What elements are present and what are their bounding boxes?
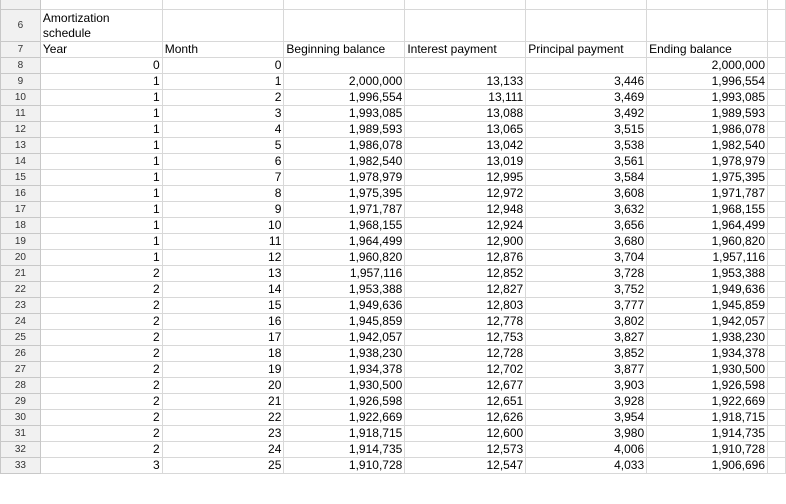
row-header[interactable]: 30 [1,410,41,426]
principal-payment-cell[interactable]: 3,827 [526,330,647,346]
table-row [1,0,786,10]
month-cell[interactable]: 0 [162,58,284,74]
empty-cell[interactable] [768,58,786,74]
year-cell[interactable]: 2 [40,282,162,298]
year-cell[interactable]: 2 [40,330,162,346]
year-cell[interactable]: 2 [40,394,162,410]
ending-balance-cell[interactable]: 1,968,155 [647,202,768,218]
year-cell[interactable]: 1 [40,74,162,90]
interest-payment-cell[interactable]: 12,876 [405,250,526,266]
table-row [1,234,786,250]
beginning-balance-cell[interactable]: 1,945,859 [284,314,405,330]
ending-balance-cell[interactable]: 1,922,669 [647,394,768,410]
table-row [1,106,786,122]
empty-cell[interactable] [768,74,786,90]
interest-payment-cell[interactable]: 12,900 [405,234,526,250]
beginning-balance-cell[interactable]: 1,982,540 [284,154,405,170]
ending-balance-cell[interactable]: 2,000,000 [647,58,768,74]
table-row [1,58,786,74]
month-cell[interactable]: 4 [162,122,284,138]
month-cell[interactable]: 20 [162,378,284,394]
interest-payment-cell[interactable]: 12,972 [405,186,526,202]
table-row [1,170,786,186]
beginning-balance-cell[interactable]: 1,922,669 [284,410,405,426]
principal-payment-cell[interactable]: 3,608 [526,186,647,202]
row-header[interactable]: 33 [1,458,41,474]
empty-cell[interactable] [768,234,786,250]
interest-payment-cell[interactable]: 12,702 [405,362,526,378]
year-cell[interactable]: 2 [40,346,162,362]
interest-payment-cell[interactable]: 12,728 [405,346,526,362]
empty-cell[interactable] [768,266,786,282]
table-row [1,218,786,234]
month-cell[interactable]: 24 [162,442,284,458]
header-principal-payment[interactable]: Principal payment [526,42,647,58]
table-row [1,394,786,410]
table-row [1,362,786,378]
principal-payment-cell[interactable] [526,58,647,74]
principal-payment-cell[interactable]: 3,877 [526,362,647,378]
table-row [1,330,786,346]
ending-balance-cell[interactable]: 1,914,735 [647,426,768,442]
beginning-balance-cell[interactable]: 1,926,598 [284,394,405,410]
principal-payment-cell[interactable]: 3,728 [526,266,647,282]
row-header[interactable]: 31 [1,426,41,442]
interest-payment-cell[interactable]: 12,753 [405,330,526,346]
ending-balance-cell[interactable]: 1,938,230 [647,330,768,346]
principal-payment-cell[interactable]: 3,928 [526,394,647,410]
ending-balance-cell[interactable]: 1,945,859 [647,298,768,314]
principal-payment-cell[interactable]: 3,980 [526,426,647,442]
month-cell[interactable]: 18 [162,346,284,362]
year-cell[interactable]: 2 [40,426,162,442]
beginning-balance-cell[interactable]: 1,996,554 [284,90,405,106]
empty-cell[interactable] [768,394,786,410]
beginning-balance-cell[interactable]: 1,968,155 [284,218,405,234]
year-cell[interactable]: 1 [40,218,162,234]
beginning-balance-cell[interactable]: 2,000,000 [284,74,405,90]
year-cell[interactable]: 3 [40,458,162,474]
month-cell[interactable]: 11 [162,234,284,250]
principal-payment-cell[interactable]: 3,777 [526,298,647,314]
year-cell[interactable]: 2 [40,410,162,426]
year-cell[interactable]: 2 [40,442,162,458]
empty-cell[interactable] [768,154,786,170]
year-cell[interactable]: 2 [40,314,162,330]
month-cell[interactable]: 15 [162,298,284,314]
year-cell[interactable]: 1 [40,122,162,138]
month-cell[interactable]: 21 [162,394,284,410]
empty-cell[interactable] [768,186,786,202]
empty-cell[interactable] [768,250,786,266]
month-cell[interactable]: 22 [162,410,284,426]
table-row [1,426,786,442]
ending-balance-cell[interactable]: 1,918,715 [647,410,768,426]
month-cell[interactable]: 2 [162,90,284,106]
interest-payment-cell[interactable]: 13,065 [405,122,526,138]
principal-payment-cell[interactable]: 3,538 [526,138,647,154]
empty-cell[interactable] [768,218,786,234]
interest-payment-cell[interactable]: 13,019 [405,154,526,170]
principal-payment-cell[interactable]: 4,033 [526,458,647,474]
month-cell[interactable]: 23 [162,426,284,442]
month-cell[interactable]: 7 [162,170,284,186]
interest-payment-cell[interactable]: 13,042 [405,138,526,154]
interest-payment-cell[interactable] [405,58,526,74]
row-header[interactable]: 29 [1,394,41,410]
interest-payment-cell[interactable]: 12,924 [405,218,526,234]
beginning-balance-cell[interactable]: 1,960,820 [284,250,405,266]
row-header[interactable]: 10 [1,90,41,106]
row-header[interactable]: 12 [1,122,41,138]
ending-balance-cell[interactable]: 1,975,395 [647,170,768,186]
interest-payment-cell[interactable]: 12,852 [405,266,526,282]
beginning-balance-cell[interactable]: 1,957,116 [284,266,405,282]
table-row [1,378,786,394]
month-cell[interactable]: 10 [162,218,284,234]
ending-balance-cell[interactable]: 1,971,787 [647,186,768,202]
beginning-balance-cell[interactable]: 1,918,715 [284,426,405,442]
row-header[interactable]: 24 [1,314,41,330]
year-cell[interactable]: 1 [40,154,162,170]
table-row [1,250,786,266]
header-ending-balance[interactable]: Ending balance [647,42,768,58]
row-header[interactable]: 32 [1,442,41,458]
year-cell[interactable]: 2 [40,266,162,282]
row-header[interactable]: 7 [1,42,41,58]
beginning-balance-cell[interactable]: 1,910,728 [284,458,405,474]
interest-payment-cell[interactable]: 12,573 [405,442,526,458]
month-cell[interactable]: 25 [162,458,284,474]
ending-balance-cell[interactable]: 1,960,820 [647,234,768,250]
principal-payment-cell[interactable]: 4,006 [526,442,647,458]
ending-balance-cell[interactable]: 1,906,696 [647,458,768,474]
row-header[interactable]: 11 [1,106,41,122]
month-cell[interactable]: 19 [162,362,284,378]
table-row [1,202,786,218]
table-row [1,282,786,298]
month-cell[interactable]: 17 [162,330,284,346]
row-header[interactable]: 13 [1,138,41,154]
beginning-balance-cell[interactable]: 1,953,388 [284,282,405,298]
month-cell[interactable]: 9 [162,202,284,218]
ending-balance-cell[interactable]: 1,926,598 [647,378,768,394]
year-cell[interactable]: 0 [40,58,162,74]
principal-payment-cell[interactable]: 3,852 [526,346,647,362]
ending-balance-cell[interactable]: 1,989,593 [647,106,768,122]
interest-payment-cell[interactable]: 12,948 [405,202,526,218]
ending-balance-cell[interactable]: 1,942,057 [647,314,768,330]
ending-balance-cell[interactable]: 1,986,078 [647,122,768,138]
sheet-title-cell[interactable]: Amortization schedule [40,10,162,42]
ending-balance-cell[interactable]: 1,957,116 [647,250,768,266]
row-header[interactable]: 9 [1,74,41,90]
ending-balance-cell[interactable]: 1,934,378 [647,346,768,362]
row-header[interactable]: 15 [1,170,41,186]
empty-cell[interactable] [768,330,786,346]
table-row [1,442,786,458]
header-row [1,42,786,58]
empty-cell[interactable] [768,90,786,106]
ending-balance-cell[interactable]: 1,953,388 [647,266,768,282]
beginning-balance-cell[interactable]: 1,978,979 [284,170,405,186]
empty-cell[interactable] [768,458,786,474]
row-header[interactable] [1,0,41,10]
row-header[interactable]: 20 [1,250,41,266]
row-header[interactable]: 16 [1,186,41,202]
year-cell[interactable]: 1 [40,138,162,154]
principal-payment-cell[interactable]: 3,752 [526,282,647,298]
interest-payment-cell[interactable]: 12,778 [405,314,526,330]
empty-cell[interactable] [768,170,786,186]
principal-payment-cell[interactable]: 3,954 [526,410,647,426]
empty-cell[interactable] [768,362,786,378]
beginning-balance-cell[interactable]: 1,930,500 [284,378,405,394]
header-year[interactable]: Year [40,42,162,58]
row-header[interactable]: 28 [1,378,41,394]
ending-balance-cell[interactable]: 1,930,500 [647,362,768,378]
principal-payment-cell[interactable]: 3,680 [526,234,647,250]
interest-payment-cell[interactable]: 12,995 [405,170,526,186]
month-cell[interactable]: 8 [162,186,284,202]
row-header[interactable]: 25 [1,330,41,346]
year-cell[interactable]: 1 [40,186,162,202]
month-cell[interactable]: 1 [162,74,284,90]
empty-cell[interactable] [768,138,786,154]
beginning-balance-cell[interactable]: 1,986,078 [284,138,405,154]
ending-balance-cell[interactable]: 1,910,728 [647,442,768,458]
row-header[interactable]: 19 [1,234,41,250]
row-header[interactable]: 6 [1,10,41,42]
interest-payment-cell[interactable]: 12,677 [405,378,526,394]
row-header[interactable]: 18 [1,218,41,234]
principal-payment-cell[interactable]: 3,903 [526,378,647,394]
empty-cell[interactable] [768,106,786,122]
interest-payment-cell[interactable]: 12,651 [405,394,526,410]
row-header[interactable]: 26 [1,346,41,362]
interest-payment-cell[interactable]: 13,111 [405,90,526,106]
empty-cell[interactable] [768,346,786,362]
row-header[interactable]: 21 [1,266,41,282]
empty-cell[interactable] [768,122,786,138]
principal-payment-cell[interactable]: 3,802 [526,314,647,330]
empty-cell[interactable] [768,202,786,218]
empty-cell[interactable] [768,410,786,426]
year-cell[interactable]: 1 [40,250,162,266]
month-cell[interactable]: 13 [162,266,284,282]
beginning-balance-cell[interactable]: 1,914,735 [284,442,405,458]
month-cell[interactable]: 14 [162,282,284,298]
beginning-balance-cell[interactable]: 1,993,085 [284,106,405,122]
month-cell[interactable]: 3 [162,106,284,122]
ending-balance-cell[interactable]: 1,964,499 [647,218,768,234]
principal-payment-cell[interactable]: 3,632 [526,202,647,218]
beginning-balance-cell[interactable]: 1,942,057 [284,330,405,346]
principal-payment-cell[interactable]: 3,515 [526,122,647,138]
interest-payment-cell[interactable]: 13,088 [405,106,526,122]
empty-cell[interactable] [768,378,786,394]
year-cell[interactable]: 2 [40,362,162,378]
beginning-balance-cell[interactable]: 1,975,395 [284,186,405,202]
table-row [1,266,786,282]
table-row [1,298,786,314]
interest-payment-cell[interactable]: 12,803 [405,298,526,314]
year-cell[interactable]: 1 [40,202,162,218]
year-cell[interactable]: 2 [40,298,162,314]
beginning-balance-cell[interactable] [284,58,405,74]
empty-cell[interactable] [768,426,786,442]
principal-payment-cell[interactable]: 3,469 [526,90,647,106]
year-cell[interactable]: 1 [40,90,162,106]
table-row [1,90,786,106]
table-row [1,314,786,330]
month-cell[interactable]: 12 [162,250,284,266]
beginning-balance-cell[interactable]: 1,934,378 [284,362,405,378]
table-row [1,186,786,202]
interest-payment-cell[interactable]: 12,626 [405,410,526,426]
empty-cell[interactable] [768,298,786,314]
row-header[interactable]: 17 [1,202,41,218]
table-row [1,138,786,154]
beginning-balance-cell[interactable]: 1,938,230 [284,346,405,362]
principal-payment-cell[interactable]: 3,656 [526,218,647,234]
empty-cell[interactable] [768,282,786,298]
title-row [1,10,786,42]
month-cell[interactable]: 16 [162,314,284,330]
interest-payment-cell[interactable]: 13,133 [405,74,526,90]
ending-balance-cell[interactable]: 1,993,085 [647,90,768,106]
interest-payment-cell[interactable]: 12,600 [405,426,526,442]
principal-payment-cell[interactable]: 3,492 [526,106,647,122]
row-header[interactable]: 27 [1,362,41,378]
row-header[interactable]: 22 [1,282,41,298]
table-row [1,122,786,138]
beginning-balance-cell[interactable]: 1,989,593 [284,122,405,138]
beginning-balance-cell[interactable]: 1,964,499 [284,234,405,250]
beginning-balance-cell[interactable]: 1,949,636 [284,298,405,314]
year-cell[interactable]: 1 [40,170,162,186]
month-cell[interactable]: 6 [162,154,284,170]
row-header[interactable]: 23 [1,298,41,314]
interest-payment-cell[interactable]: 12,827 [405,282,526,298]
empty-cell[interactable] [768,442,786,458]
table-row [1,74,786,90]
ending-balance-cell[interactable]: 1,996,554 [647,74,768,90]
principal-payment-cell[interactable]: 3,704 [526,250,647,266]
table-row [1,346,786,362]
ending-balance-cell[interactable]: 1,982,540 [647,138,768,154]
interest-payment-cell[interactable]: 12,547 [405,458,526,474]
principal-payment-cell[interactable]: 3,446 [526,74,647,90]
principal-payment-cell[interactable]: 3,584 [526,170,647,186]
year-cell[interactable]: 1 [40,106,162,122]
header-beginning-balance[interactable]: Beginning balance [284,42,405,58]
empty-cell[interactable] [768,314,786,330]
ending-balance-cell[interactable]: 1,949,636 [647,282,768,298]
principal-payment-cell[interactable]: 3,561 [526,154,647,170]
month-cell[interactable]: 5 [162,138,284,154]
table-row [1,458,786,474]
year-cell[interactable]: 1 [40,234,162,250]
row-header[interactable]: 14 [1,154,41,170]
table-row [1,154,786,170]
table-row [1,410,786,426]
beginning-balance-cell[interactable]: 1,971,787 [284,202,405,218]
header-interest-payment[interactable]: Interest payment [405,42,526,58]
header-month[interactable]: Month [162,42,284,58]
ending-balance-cell[interactable]: 1,978,979 [647,154,768,170]
year-cell[interactable]: 2 [40,378,162,394]
row-header[interactable]: 8 [1,58,41,74]
